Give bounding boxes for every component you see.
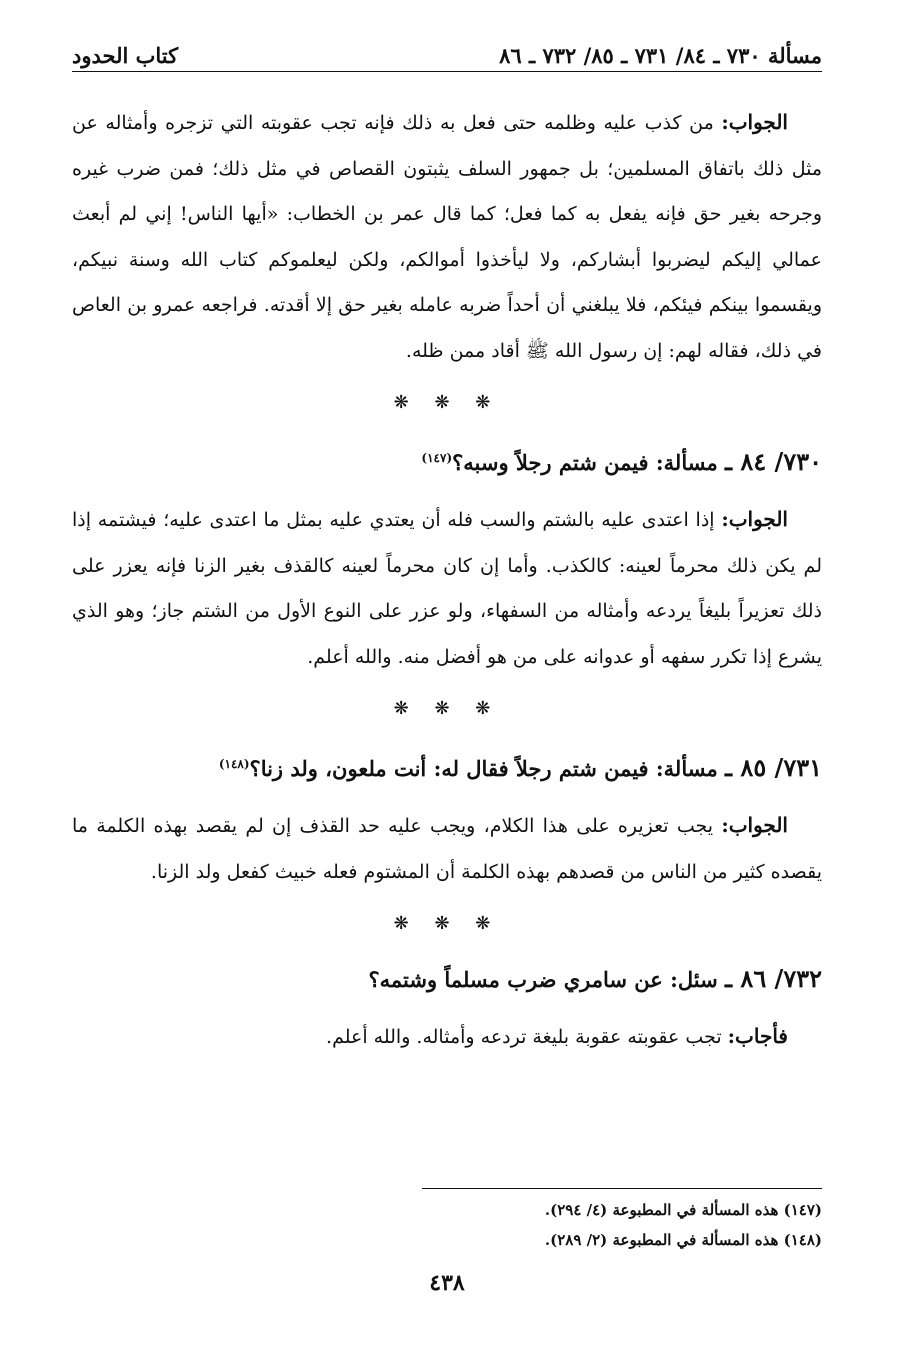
header-rule [72, 71, 822, 72]
issue-range: مسألة ٧٣٠ ـ ٨٤/ ٧٣١ ـ ٨٥/ ٧٣٢ ـ ٨٦ [499, 43, 822, 68]
answer-lead: الجواب: [721, 813, 788, 837]
answer-paragraph-730 [72, 497, 822, 680]
footnote-147: (١٤٧) هذه المسألة في المطبوعة (٤/ ٢٩٤). [544, 1201, 822, 1219]
footnotes [72, 1188, 822, 1255]
question-text: فيمن شتم رجلاً فقال له: أنت ملعون، ولد زنا؟ [249, 756, 649, 781]
answer-lead: الجواب: [721, 110, 788, 134]
question-text: عن سامري ضرب مسلماً وشتمه؟ [368, 967, 663, 992]
section-separator: ❋ ❋ ❋ [393, 698, 501, 719]
question-number: ٧٣٠/ ٨٤ ـ [725, 447, 822, 476]
answer-paragraph-1 [72, 100, 822, 374]
answer-paragraph-731 [72, 803, 822, 895]
question-label: سئل: [670, 967, 718, 992]
question-heading-732 [72, 957, 822, 1002]
footnote-ref: (١٤٧) [421, 451, 453, 465]
answer-text: تجب عقوبته عقوبة بليغة تردعه وأمثاله. والله أعلم. [326, 1026, 728, 1048]
answer-paragraph-732 [72, 1014, 822, 1061]
answer-text: يجب تعزيره على هذا الكلام، ويجب عليه حد القذف إن لم يقصد بهذه الكلمة ما يقصده كثير من الناس من قصدهم بهذه الكلمة أن المشتوم فعله خبيث كفعل ولد الزنا. [72, 815, 822, 883]
question-text: فيمن شتم رجلاً وسبه؟ [452, 450, 649, 475]
section-separator: ❋ ❋ ❋ [393, 392, 501, 413]
answer-lead: فأجاب: [727, 1024, 788, 1048]
question-number: ٧٣١/ ٨٥ ـ [725, 753, 822, 782]
question-label: مسألة: [655, 450, 718, 475]
section-separator: ❋ ❋ ❋ [393, 913, 501, 934]
footnote-rule [422, 1188, 822, 1189]
question-heading-730 [72, 436, 822, 485]
footnote-ref: (١٤٨) [218, 757, 250, 771]
question-number: ٧٣٢/ ٨٦ ـ [725, 964, 822, 993]
page-number: ٤٣٨ [429, 1270, 465, 1296]
answer-lead: الجواب: [721, 507, 788, 531]
question-heading-731 [72, 742, 822, 791]
answer-text: إذا اعتدى عليه بالشتم والسب فله أن يعتدي عليه بمثل ما اعتدى عليه؛ فيشتمه إذا لم يكن ذلك محرماً لعينه: كالكذب. وأما إن كان محرماً لعينه كالقذف بغير الزنا فإنه يعزر على ذلك تعزيراً بليغاً يردعه وأمثاله من السفهاء، ولو عزر على النوع الأول من الشتم جاز؛ وهو الذي يشرع إذا تكرر سفهه أو عدوانه على من هو أفضل منه. والله أعلم. [72, 509, 822, 668]
question-label: مسألة: [655, 756, 718, 781]
footnote-148: (١٤٨) هذه المسألة في المطبوعة (٢/ ٢٨٩). [544, 1231, 822, 1249]
running-head [72, 34, 822, 68]
answer-text: من كذب عليه وظلمه حتى فعل به ذلك فإنه تجب عقوبته التي تزجره وأمثاله عن مثل ذلك باتفاق المسلمين؛ بل جمهور السلف يثبتون القصاص في مثل ذلك؛ فمن ضرب غيره وجرحه بغير حق فإنه يفعل به كما فعل؛ كما قال عمر بن الخطاب: «أيها الناس! إني لم أبعث عمالي إليكم ليضربوا أبشاركم، ولا ليأخذوا أموالكم، ولكن ليعلموكم كتاب الله وسنة نبيكم، ويقسموا بينكم فيئكم، فلا يبلغني أن أحداً ضربه عامله بغير حق إلا أقدته. فراجعه عمرو بن العاص في ذلك، فقاله لهم: إن رسول الله ﷺ أقاد ممن ظله. [72, 112, 822, 362]
book-page [72, 0, 822, 1352]
page-content [72, 100, 822, 1061]
section-title: كتاب الحدود [72, 43, 179, 68]
